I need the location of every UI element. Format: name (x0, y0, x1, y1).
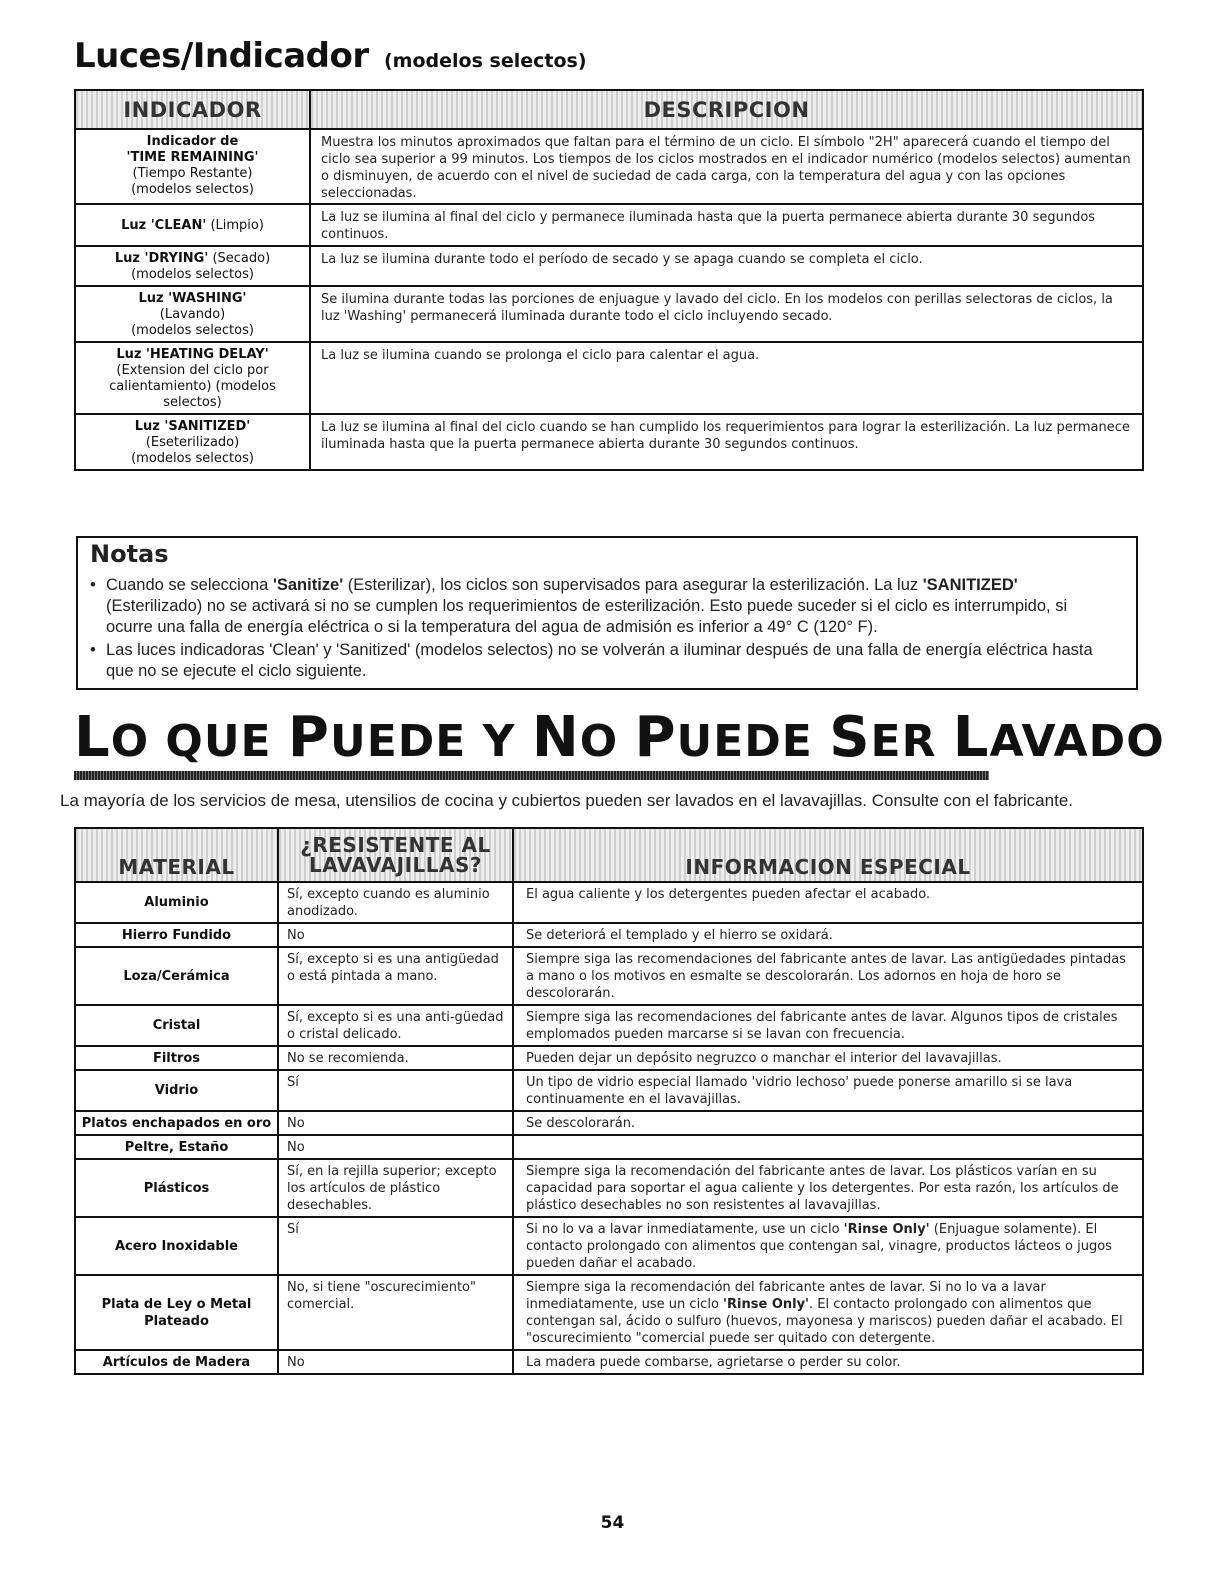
indicator-label (75, 129, 310, 204)
indicator-label-text: (Secado) (212, 251, 271, 266)
section-title-lights: Luces/Indicador (modelos selectos) (74, 36, 587, 76)
indicator-label-text: Luz 'SANITIZED' (134, 419, 251, 434)
washable-title (74, 705, 1165, 770)
material-resistant: No, si tiene "oscurecimiento" comercial. (278, 1275, 513, 1350)
special-info-column-header: INFORMACION ESPECIAL (513, 828, 1143, 882)
material-row (75, 1005, 1143, 1046)
washable-title-part: L (74, 705, 111, 770)
indicator-row (75, 246, 1143, 286)
notes-box (76, 536, 1138, 690)
material-name: Plata de Ley o Metal Plateado (75, 1275, 278, 1350)
material-row (75, 882, 1143, 923)
indicator-description: La luz se ilumina al final del ciclo y permanece iluminada hasta que la puerta permanece abierta durante 30 segundos continuos. (310, 204, 1143, 246)
indicator-row (75, 204, 1143, 246)
washable-title-part: O (579, 716, 635, 767)
material-resistant: Sí, excepto cuando es aluminio anodizado. (278, 882, 513, 923)
material-info-text: 'Rinse Only' (843, 1222, 930, 1237)
material-resistant: No (278, 923, 513, 947)
indicator-row (75, 286, 1143, 342)
material-info-text: 'Rinse Only' (723, 1297, 810, 1312)
indicator-label-text: (modelos selectos) (131, 323, 254, 338)
material-row (75, 1111, 1143, 1135)
material-name: Acero Inoxidable (75, 1217, 278, 1275)
indicator-description: Muestra los minutos aproximados que faltan para el término de un ciclo. El símbolo "2H" aparecerá cuando el tiempo del ciclo sea superior a 99 minutos. Los tiempos de los ciclos mostrados en el indicador numérico (modelos selectos) aumentan o disminuyen, de acuerdo con el nivel de suciedad de cada carga, con la temperatura del agua y con las opciones seleccionadas. (310, 129, 1143, 204)
notes-title: Notas (90, 540, 169, 568)
note-item (106, 575, 1118, 638)
material-name: Artículos de Madera (75, 1350, 278, 1374)
indicator-table (74, 89, 1144, 471)
indicator-label-text: Luz 'DRYING' (114, 251, 209, 266)
material-row (75, 923, 1143, 947)
material-info: Se descolorarán. (513, 1111, 1143, 1135)
note-text: Las luces indicadoras 'Clean' y 'Sanitized' (modelos selectos) no se volverán a iluminar después de una falla de energía eléctrica hasta que no se ejecute el ciclo siguiente. (106, 641, 1093, 680)
material-info: El agua caliente y los detergentes pueden afectar el acabado. (513, 882, 1143, 923)
washable-intro: La mayoría de los servicios de mesa, utensilios de cocina y cubiertos pueden ser lavados en el lavavajillas. Consulte con el fabricante. (60, 791, 1073, 810)
indicator-label-text: (Extension del ciclo por (116, 363, 269, 378)
indicator-label-text: calientamiento) (modelos (109, 379, 276, 394)
indicator-label-text: (Tiempo Restante) (132, 166, 253, 181)
title-underline (74, 771, 989, 780)
material-row (75, 1275, 1143, 1350)
material-name: Platos enchapados en oro (75, 1111, 278, 1135)
material-info-text: Siempre siga la recomendación del fabricante antes de lavar. Si no lo va a lavar inmediatamente, use un ciclo (526, 1280, 1046, 1312)
indicator-label-text: selectos) (163, 395, 222, 410)
indicator-description: Se ilumina durante todas las porciones de enjuague y lavado del ciclo. En los modelos con perillas selectoras de ciclos, la luz 'Washing' permanecerá iluminada durante todo el ciclo incluyendo secado. (310, 286, 1143, 342)
washable-title-part: ER (870, 716, 953, 767)
material-info-text: Si no lo va a lavar inmediatamente, use un ciclo (526, 1222, 844, 1237)
material-name: Plásticos (75, 1159, 278, 1217)
indicator-label (75, 414, 310, 470)
indicator-label-text: (modelos selectos) (131, 182, 254, 197)
note-text: 'Sanitize' (272, 576, 344, 594)
material-info: Se deteriorá el templado y el hierro se oxidará. (513, 923, 1143, 947)
material-resistant: Sí (278, 1070, 513, 1111)
material-resistant: No se recomienda. (278, 1046, 513, 1070)
description-column-header: DESCRIPCION (310, 90, 1143, 129)
washable-title-part: UEDE (676, 716, 830, 767)
washable-title-part: P (287, 705, 330, 770)
material-resistant: Sí, excepto si es una antigüedad o está pintada a mano. (278, 947, 513, 1005)
indicator-description: La luz se ilumina durante todo el período de secado y se apaga cuando se completa el ciclo. (310, 246, 1143, 286)
indicator-description: La luz se ilumina al final del ciclo cuando se han cumplido los requerimientos para lograr la esterilización. La luz permanece iluminada hasta que la puerta permanece abierta durante 30 segundos continuos. (310, 414, 1143, 470)
material-info: Pueden dejar un depósito negruzco o manchar el interior del lavavajillas. (513, 1046, 1143, 1070)
indicator-label (75, 286, 310, 342)
indicator-label-text: (modelos selectos) (131, 451, 254, 466)
material-info (513, 1135, 1143, 1159)
washable-title-part: P (634, 705, 677, 770)
material-name: Loza/Cerámica (75, 947, 278, 1005)
material-resistant: Sí, en la rejilla superior; excepto los artículos de plástico desechables. (278, 1159, 513, 1217)
washable-title-part: S (829, 705, 871, 770)
note-text: (Esterilizado) no se activará si no se cumplen los requerimientos de esterilización. Esto puede suceder si el ciclo es interrumpido, si ocurre una falla de energía eléctrica o si la temperatura del agua de admisión es inferior a 49° C (120° F). (106, 597, 1068, 636)
note-text: (Esterilizar), los ciclos son supervisados para asegurar la esterilización. La luz (343, 576, 923, 594)
material-name: Hierro Fundido (75, 923, 278, 947)
material-info (513, 1275, 1143, 1350)
indicator-label-text: Luz 'WASHING' (138, 291, 247, 306)
material-column-header: MATERIAL (75, 828, 278, 882)
indicator-column-header: INDICADOR (75, 90, 310, 129)
material-info (513, 1217, 1143, 1275)
material-info-text: (Enjuague solamente). El contacto prolongado con alimentos que contengan sal, vinagre, productos lácteos o jugos pueden dañar el acabado. (526, 1222, 1112, 1271)
washable-title-part: N (531, 705, 580, 770)
indicator-label-text: Luz 'CLEAN' (121, 218, 207, 233)
material-name: Filtros (75, 1046, 278, 1070)
material-resistant: No (278, 1111, 513, 1135)
resistant-column-header: ¿RESISTENTE AL LAVAVAJILLAS? (278, 828, 513, 882)
indicator-label-text: 'TIME REMAINING' (126, 150, 259, 165)
notes-list (88, 575, 1118, 684)
material-resistant: Sí (278, 1217, 513, 1275)
material-name: Peltre, Estaño (75, 1135, 278, 1159)
washable-title-part: UEDE Y (329, 716, 532, 767)
indicator-row (75, 342, 1143, 414)
material-resistant: Sí, excepto si es una anti-güedad o cristal delicado. (278, 1005, 513, 1046)
material-name: Cristal (75, 1005, 278, 1046)
indicator-label (75, 204, 310, 246)
material-info: La madera puede combarse, agrietarse o perder su color. (513, 1350, 1143, 1374)
material-info: Siempre siga las recomendaciones del fabricante antes de lavar. Las antigüedades pintadas a mano o los motivos en esmalte se descolorarán. Los adornos en hoja de horo se descolorarán. (513, 947, 1143, 1005)
indicator-label (75, 342, 310, 414)
material-info: Siempre siga las recomendaciones del fabricante antes de lavar. Algunos tipos de cristales emplomados pueden marcarse si se lavan con frecuencia. (513, 1005, 1143, 1046)
indicator-label-text: (Limpio) (206, 218, 264, 233)
indicator-label-text: Luz 'HEATING DELAY' (116, 347, 269, 362)
washable-title-part: AVADO (989, 716, 1165, 767)
washable-title-part: L (952, 705, 990, 770)
indicator-label (75, 246, 310, 286)
material-row (75, 1046, 1143, 1070)
material-row (75, 1350, 1143, 1374)
note-text: Cuando se selecciona (106, 576, 273, 594)
indicator-label-text: (Eseterilizado) (145, 435, 240, 450)
washable-title-part: O QUE (110, 716, 288, 767)
indicator-row (75, 129, 1143, 204)
material-resistant: No (278, 1350, 513, 1374)
material-resistant: No (278, 1135, 513, 1159)
note-text: 'SANITIZED' (922, 576, 1018, 594)
material-row (75, 1159, 1143, 1217)
material-row (75, 947, 1143, 1005)
page-number: 54 (600, 1513, 625, 1533)
indicator-label-text: (modelos selectos) (131, 267, 254, 282)
material-row (75, 1217, 1143, 1275)
indicator-label-text: Indicador de (146, 134, 239, 149)
note-item (106, 640, 1118, 682)
material-row (75, 1135, 1143, 1159)
indicator-label-text: (Lavando) (159, 307, 226, 322)
material-row (75, 1070, 1143, 1111)
material-info: Un tipo de vidrio especial llamado 'vidrio lechoso' puede ponerse amarillo si se lava continuamente en el lavavajillas. (513, 1070, 1143, 1111)
material-info-text: . El contacto prolongado con alimentos que contengan sal, ácido o sulfuro (huevos, mayonesa y mariscos) pueden dañar el acabado. El "oscurecimiento "comercial puede ser quitado con detergente. (526, 1297, 1123, 1346)
indicator-row (75, 414, 1143, 470)
materials-table (74, 827, 1144, 1375)
indicator-description: La luz se ilumina cuando se prolonga el ciclo para calentar el agua. (310, 342, 1143, 414)
material-name: Aluminio (75, 882, 278, 923)
material-info: Siempre siga la recomendación del fabricante antes de lavar. Los plásticos varían en su capacidad para soportar el agua caliente y los detergentes. Por esta razón, los artículos de plástico desechables no son resistentes al lavavajillas. (513, 1159, 1143, 1217)
material-name: Vidrio (75, 1070, 278, 1111)
